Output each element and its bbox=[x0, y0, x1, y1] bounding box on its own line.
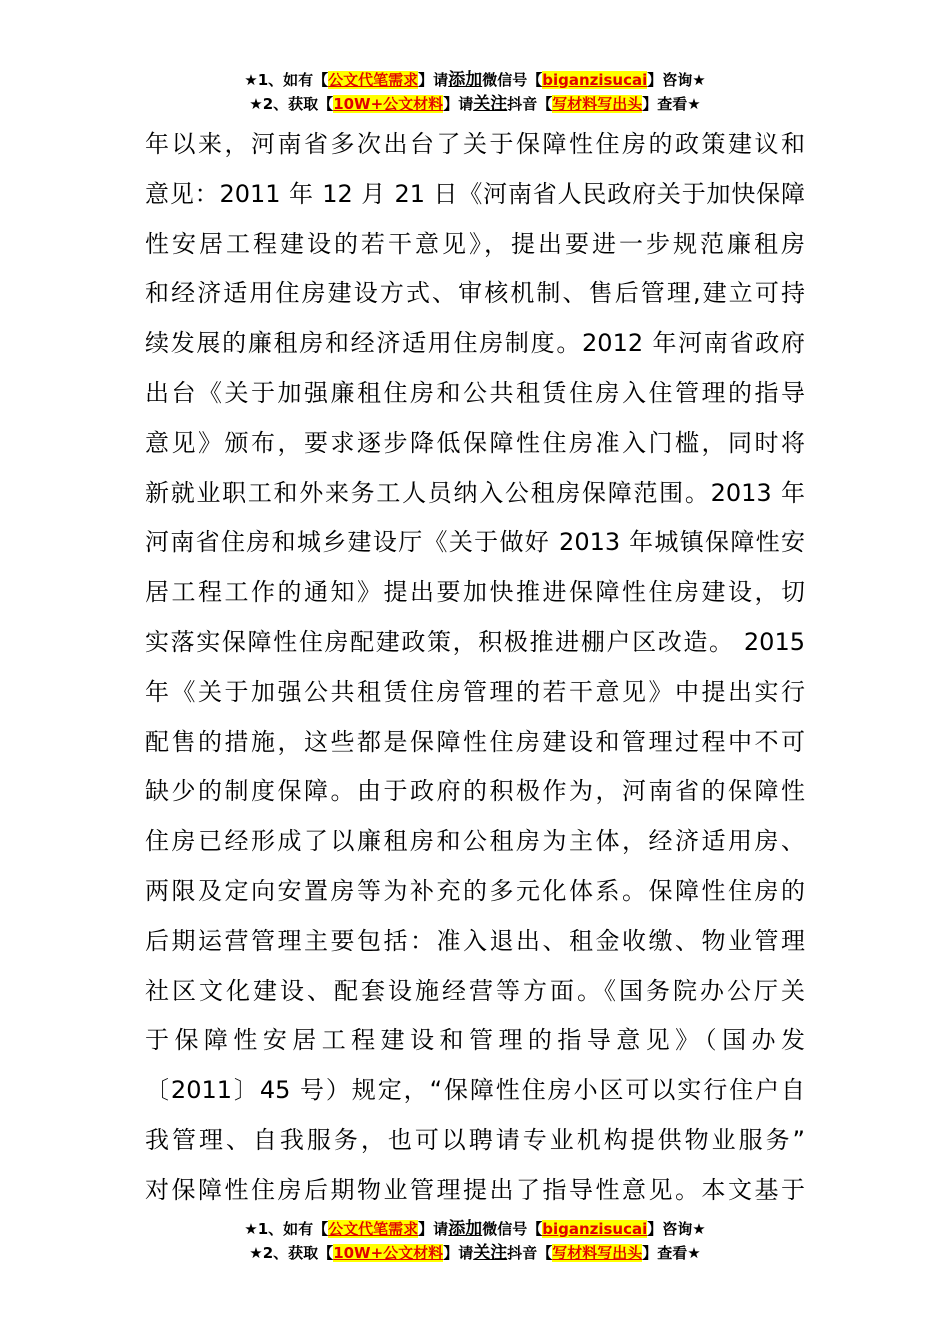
banner-line-2: ★2、获取【10W+公文材料】请关注抖音【写材料写出头】查看★ bbox=[249, 94, 701, 114]
highlight-materials: 10W+公文材料 bbox=[333, 95, 444, 113]
text-line: 新就业职工和外来务工人员纳入公租房保障范围。2013 年 bbox=[145, 478, 805, 507]
text-line: 缺少的制度保障。由于政府的积极作为，河南省的保障性 bbox=[145, 777, 805, 806]
banner-line-1: ★1、如有【公文代笔需求】请添加微信号【biganzisucai】咨询★ bbox=[244, 1219, 706, 1239]
banner-line-2: ★2、获取【10W+公文材料】请关注抖音【写材料写出头】查看★ bbox=[249, 1243, 701, 1263]
text-line: 于保障性安居工程建设和管理的指导意见》（国办发 bbox=[145, 1026, 805, 1055]
banner-line-1: ★1、如有【公文代笔需求】请添加微信号【biganzisucai】咨询★ bbox=[244, 70, 706, 90]
text-line: 两限及定向安置房等为补充的多元化体系。保障性住房的 bbox=[145, 876, 805, 905]
text-line: 和经济适用住房建设方式、审核机制、售后管理,建立可持 bbox=[145, 279, 805, 308]
text-line: 年以来，河南省多次出台了关于保障性住房的政策建议和 bbox=[145, 130, 805, 158]
text-line: 我管理、自我服务，也可以聘请专业机构提供物业服务” bbox=[145, 1125, 805, 1154]
text-line: 后期运营管理主要包括：准入退出、租金收缴、物业管理 bbox=[145, 926, 805, 955]
header-banner bbox=[0, 68, 950, 116]
text-line: 意见：2011 年 12 月 21 日《河南省人民政府关于加快保障 bbox=[145, 179, 805, 208]
text-line: 对保障性住房后期物业管理提出了指导性意见。本文基于 bbox=[145, 1175, 805, 1204]
text-line: 实落实保障性住房配建政策，积极推进棚户区改造。 2015 bbox=[145, 627, 805, 656]
text-line: 意见》颁布，要求逐步降低保障性住房准入门槛，同时将 bbox=[145, 428, 805, 457]
highlight-service: 公文代笔需求 bbox=[328, 71, 419, 89]
text-line: 住房已经形成了以廉租房和公租房为主体，经济适用房、 bbox=[145, 827, 805, 856]
highlight-wechat-id: biganzisucai bbox=[542, 71, 648, 89]
text-line: 〔2011〕45 号）规定，“保障性住房小区可以实行住户自 bbox=[145, 1076, 805, 1105]
text-line: 配售的措施，这些都是保障性住房建设和管理过程中不可 bbox=[145, 727, 805, 756]
text-line: 性安居工程建设的若干意见》，提出要进一步规范廉租房 bbox=[145, 229, 805, 258]
text-line: 居工程工作的通知》提出要加快推进保障性住房建设，切 bbox=[145, 578, 805, 607]
document-body bbox=[145, 120, 805, 1216]
text-line: 社区文化建设、配套设施经营等方面。《国务院办公厅关 bbox=[145, 976, 805, 1005]
text-line: 年《关于加强公共租赁住房管理的若干意见》中提出实行 bbox=[145, 677, 805, 706]
footer-banner bbox=[0, 1217, 950, 1265]
highlight-douyin: 写材料写出头 bbox=[552, 95, 643, 113]
text-line: 续发展的廉租房和经济适用住房制度。2012 年河南省政府 bbox=[145, 329, 805, 358]
text-line: 河南省住房和城乡建设厅《关于做好 2013 年城镇保障性安 bbox=[145, 528, 805, 557]
text-line: 出台《关于加强廉租住房和公共租赁住房入住管理的指导 bbox=[145, 378, 805, 407]
